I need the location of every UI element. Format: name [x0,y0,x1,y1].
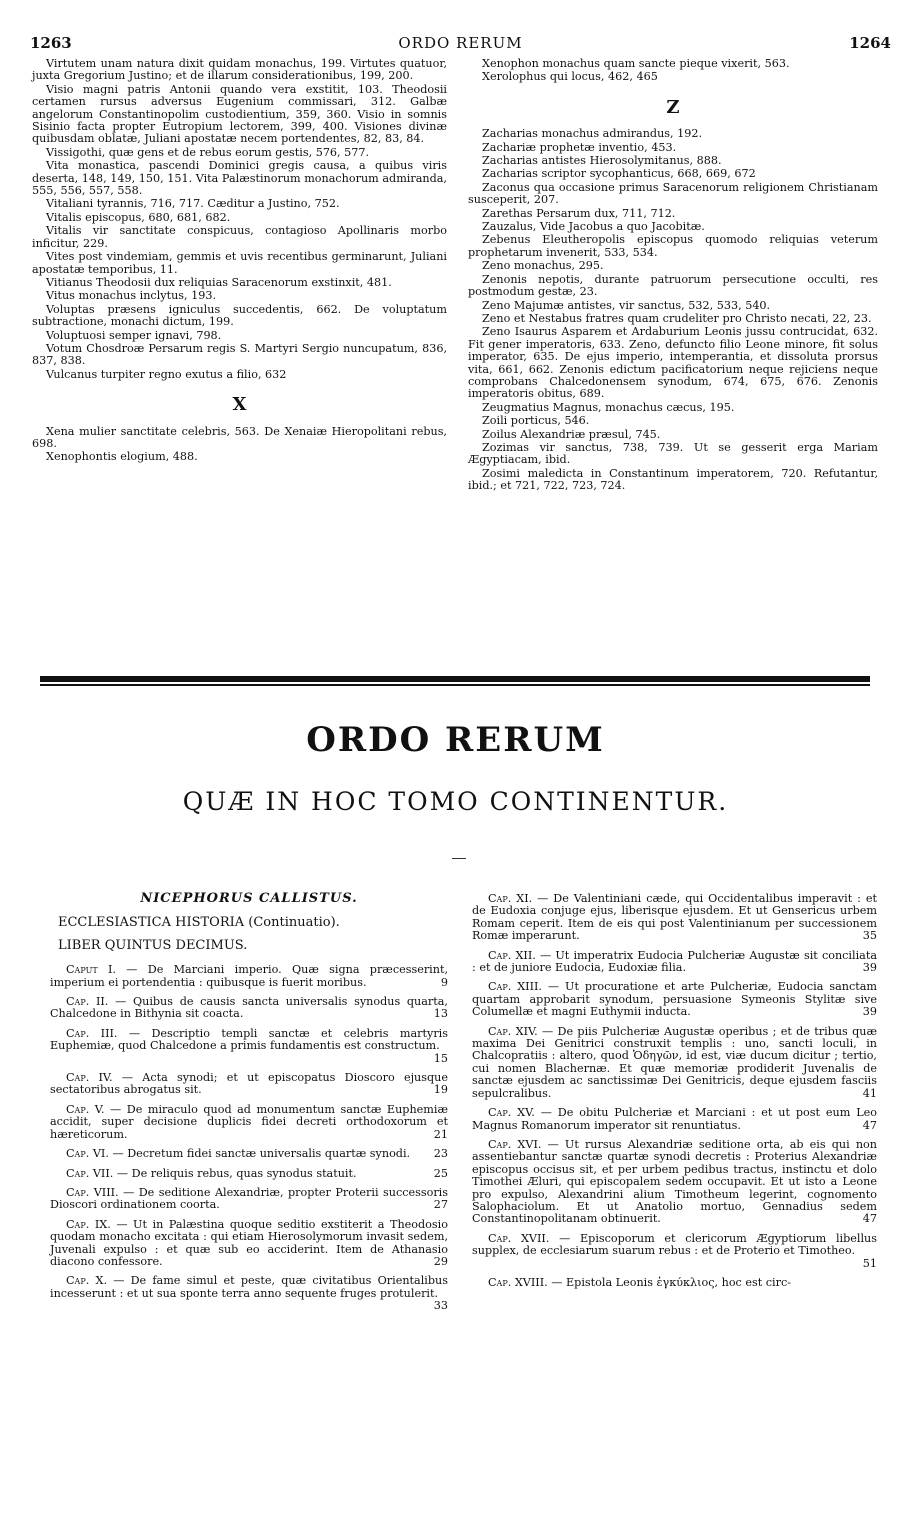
chapter-number: Cap. X. [66,1274,114,1288]
chapter-number: Cap. XIII. [488,980,548,994]
page-reference: 51 [862,1256,877,1270]
index-entry: Voluptas præsens igniculus succedentis, 662. De voluptatum subtractione, monachi dictum, 199. [32,302,447,329]
chapter-number: Cap. XIV. [488,1024,542,1038]
index-entry: Zeugmatius Magnus, monachus cæcus, 195. [482,400,735,414]
toc-entry [50,1219,448,1269]
toc-entry [472,950,877,975]
index-entry: Visio magni patris Antonii quando vera exstitit, 103. Theodosii certamen rursus adversus Eugenium commissari, 312. Galbæ angelorum Constantinopolim custodientium, 359, 360. Visio in somnis Sisinio facta propter Eutropium lectorem, 399, 400. Visiones divinæ quibusdam oblatæ, Juliani apostatæ necem portendentes, 82, 83, 84. [32,82,447,146]
chapter-summary: — Ut imperatrix Eudocia Pulcheriæ Augustæ sit conciliata : et de juniore Eudocia, Eudoxiæ filia. [472,948,877,975]
index-entry: Zoilus Alexandriæ præsul, 745. [482,427,661,441]
chapter-number: Cap. XVIII. [488,1275,552,1289]
index-entry: Zeno Isaurus Asparem et Ardaburium Leonis jussu contrucidat, 632. Fit gener imperatoris, 633. Zeno, defuncto filio Leone minore, fit solus imperator, 635. De ejus imperio, intemperantia, et dissoluta prorsus vita, 661, 662. Zenonis edictum pacificatorium neque rejiciens neque comprobans Chalcedonensem synodum, 674, 675, 676. Zenonis imperatoris obitus, 689. [468,325,878,401]
toc-entry [50,1275,448,1312]
page-reference: 21 [433,1127,448,1141]
index-entry: Xenophontis elogium, 488. [46,450,198,464]
index-entry: Zauzalus, Vide Jacobus a quo Jacobitæ. [482,220,705,234]
index-entry: Zoili porticus, 546. [482,414,590,428]
page-reference: 13 [433,1007,448,1021]
page-number-right: 1264 [849,34,891,52]
page-reference: 47 [862,1118,877,1132]
page-reference: 29 [433,1254,448,1268]
index-entry: Voluptuosi semper ignavi, 798. [46,328,222,342]
index-column-right [468,58,878,494]
chapter-number: Cap. VI. [66,1147,113,1161]
toc-entry [50,1148,448,1160]
index-entry: Zeno et Nestabus fratres quam crudeliter pro Christo necati, 22, 23. [482,311,872,325]
toc-entry [472,1026,877,1100]
ornament-dash [452,858,466,859]
chapter-number: Cap. IV. [66,1071,122,1085]
page-reference: 27 [433,1198,448,1212]
chapter-summary: — Ut rursus Alexandriæ seditione orta, ab eis qui non assentiebantur sanctæ quartæ synodi decretis : Proterius Alexandriæ episcopus occisus sit, et per urbem pedibus tractus, instinctu et dolo Timothei Æluri, qui episcopalem sedem occupavit. Et ut isto a Leone pro expulso, Alexandrini alium Timotheum legerint, cognomento Salophaciolum. Et ut Anatolio mortuo, Gennadius sedem Constantinopolitanam obtinuerit. [472,1137,877,1226]
main-title: ORDO RERUM [306,720,605,760]
chapter-summary: — De Valentiniani cæde, qui Occidentalibus imperavit : et de Eudoxia conjuge ejus, liberisque ejusdem. Et ut Gensericus urbem Romam ceperit. Item de eis qui post Valentinianum per successionem Romæ imperarunt. [472,892,877,943]
index-entry: Zacharias monachus admirandus, 192. [482,127,703,141]
index-entry: Zenonis nepotis, durante patruorum persecutione occulti, res postmodum gestæ, 23. [468,272,878,299]
sub-title: QUÆ IN HOC TOMO CONTINENTUR. [182,787,729,816]
index-entry: Zosimi maledicta in Constantinum imperatorem, 720. Refutantur, ibid.; et 721, 722, 723, 724. [468,466,878,493]
chapter-number: Cap. XV. [488,1106,541,1120]
index-entry: Zarethas Persarum dux, 711, 712. [482,206,676,220]
page-reference: 41 [862,1086,877,1100]
chapter-summary: — De seditione Alexandriæ, propter Proterii successoris Dioscori ordinationem coorta. [50,1185,448,1212]
chapter-summary: — De fame simul et peste, quæ civitatibus Orientalibus incesserunt : et ut sua sponte terra anno sequente fruges protulerit. [50,1274,448,1300]
index-entry: Vitianus Theodosii dux reliquias Saracenorum exstinxit, 481. [46,275,392,289]
chapter-summary: — Episcoporum et clericorum Ægyptiorum libellus supplex, de ecclesiarum suarum rebus : et de Proterio et Timotheo. [472,1231,877,1258]
index-entry: Zacharias antistes Hierosolymitanus, 888. [482,154,722,168]
chapter-summary: — Descriptio templi sanctæ et celebris martyris Euphemiæ, quod Chalcedone a primis fundamentis est constructum. [50,1026,448,1053]
toc-entry [472,1277,877,1289]
chapter-number: Cap. IX. [66,1217,117,1231]
index-entry: Xenophon monachus quam sancte pieque vixerit, 563. [482,57,790,70]
toc-entry [50,964,448,989]
page-reference: 39 [862,961,877,975]
toc-entry [472,1233,877,1270]
chapter-summary: — De reliquis rebus, quas synodus statuit. [116,1166,357,1180]
index-entry: Virtutem unam natura dixit quidam monachus, 199. Virtutes quatuor, juxta Gregorium Justino; et de illarum considerationibus, 199, 200. [32,57,447,83]
toc-entry [472,1139,877,1226]
page-reference: 19 [433,1083,448,1097]
section-divider-thin [40,684,870,686]
page-reference: 9 [440,975,448,989]
index-entry: Vitalis vir sanctitate conspicuus, contagioso Apollinaris morbo inficitur, 229. [32,224,447,250]
index-entry: Vissigothi, quæ gens et de rebus eorum gestis, 576, 577. [46,145,370,159]
index-entry: Vita monastica, pascendi Dominici gregis causa, a quibus viris deserta, 148, 149, 150, 151. Vita Palæstinorum monachorum admiranda, 555, 556, 557, 558. [32,159,447,198]
chapter-number: Cap. II. [66,995,116,1009]
chapter-number: Cap. XI. [488,892,538,905]
chapter-summary: — Acta synodi; et ut episcopatus Dioscoro ejusque sectatoribus abrogatus sit. [50,1071,448,1097]
chapter-summary: — Ut procuratione et arte Pulcheriæ, Eudocia sanctam quartam approbarit synodum, persuasione Symeonis Stylitæ sive Columellæ et magni Euthymii inducta. [472,980,877,1019]
index-entry: Zeno monachus, 295. [482,259,604,273]
page-reference: 23 [433,1147,448,1161]
page-reference: 47 [862,1212,877,1226]
toc-work-title: ECCLESIASTICA HISTORIA (Continuatio). [58,915,340,931]
letter-heading-z: Z [666,96,680,118]
chapter-summary: — De piis Pulcheriæ Augustæ operibus ; et de tribus quæ maxima Dei Genitrici construxit templis : uno, sancti loculi, in Chalcopratiis : altero, quod Ὁδηγῶν, id est, viæ ducum dicitur ; tertio, cui nomen Blachernæ. Et quæ memoriæ prodiderit Juvenalis de sanctæ ejusdem ac sanctissimæ Dei Genitricis, deque ejusdem fasciis sepulcralibus. [472,1024,877,1100]
index-entry: Zozimas vir sanctus, 738, 739. Ut se gesserit erga Mariam Ægyptiacam, ibid. [468,440,878,467]
toc-column-left [50,893,448,1320]
index-entry: Vitaliani tyrannis, 716, 717. Cæditur a Justino, 752. [46,197,340,211]
chapter-number: Caput I. [66,963,127,977]
index-entry: Zeno Majumæ antistes, vir sanctus, 532, 533, 540. [482,298,771,312]
chapter-number: Cap. XVII. [488,1231,560,1245]
index-entry: Votum Chosdroæ Persarum regis S. Martyri Sergio nuncupatum, 836, 837, 838. [32,341,447,368]
page-reference: 33 [433,1299,448,1313]
toc-entry [50,996,448,1021]
toc-entry [50,1168,448,1180]
page-reference: 25 [433,1166,448,1180]
toc-entry [50,1187,448,1212]
chapter-number: Cap. VIII. [66,1185,124,1199]
toc-entry [50,1104,448,1141]
toc-entry [472,981,877,1018]
toc-entry [50,1072,448,1097]
toc-entry [472,893,877,943]
letter-heading-x: X [232,394,247,416]
index-entry: Vites post vindemiam, gemmis et uvis recentibus germinarunt, Juliani apostatæ temporibus, 11. [32,250,447,276]
toc-entry [472,1107,877,1132]
chapter-number: Cap. V. [66,1102,111,1116]
chapter-summary: — Decretum fidei sanctæ universalis quartæ synodi. [112,1147,411,1161]
page-number-left: 1263 [30,34,72,52]
index-entry: Xerolophus qui locus, 462, 465 [482,70,658,84]
chapter-summary: — De obitu Pulcheriæ et Marciani : et ut post eum Leo Magnus Romanorum imperator sit renuntiatus. [472,1106,877,1132]
chapter-summary: — Ut in Palæstina quoque seditio exstiterit a Theodosio quodam monacho excitata : qui etiam Hierosolymorum invasit sedem, Juvenali expulso : et quæ sub eo acciderint. Item de Athanasio diacono confessore. [50,1217,448,1268]
chapter-summary: — Quibus de causis sancta universalis synodus quarta, Chalcedone in Bithynia sit coacta. [50,995,448,1021]
chapter-number: Cap. VII. [66,1166,117,1180]
index-entry: Vitalis episcopus, 680, 681, 682. [46,210,231,224]
chapter-number: Cap. III. [66,1026,129,1040]
index-entry: Zebenus Eleutheropolis episcopus quomodo reliquias veterum prophetarum invenerit, 533, 534. [468,233,878,259]
page-reference: 15 [433,1051,448,1065]
chapter-number: Cap. XVI. [488,1137,548,1151]
index-entry: Zaconus qua occasione primus Saracenorum religionem Christianam susceperit, 207. [468,180,878,207]
chapter-number: Cap. XII. [488,948,540,962]
toc-entry [50,1028,448,1065]
index-entry: Vitus monachus inclytus, 193. [46,289,217,303]
toc-book-title: LIBER QUINTUS DECIMUS. [58,937,248,953]
page-reference: 39 [862,1005,877,1019]
page-reference: 35 [862,929,877,943]
index-entry: Vulcanus turpiter regno exutus a filio, 632 [46,367,287,381]
index-entry: Zachariæ prophetæ inventio, 453. [482,140,677,154]
section-divider-thick [40,676,870,682]
toc-column-right [472,893,877,1296]
chapter-summary: — De Marciani imperio. Quæ signa præcesserint, imperium ei portendentia : quibusque is fuerit moribus. [50,963,448,989]
index-entry: Zacharias scriptor sycophanticus, 668, 669, 672 [482,167,756,181]
page-header [30,34,891,58]
toc-author: NICEPHORUS CALLISTUS. [140,891,358,906]
running-title: ORDO RERUM [398,34,523,52]
index-column-left [32,58,447,465]
chapter-summary: — De miraculo quod ad monumentum sanctæ Euphemiæ accidit, super decisione duplicis fidei decreti orthodoxorum et hæreticorum. [50,1102,448,1141]
chapter-summary: — Epistola Leonis ἐγκύκλιος, hoc est circ- [551,1275,792,1289]
index-entry: Xena mulier sanctitate celebris, 563. De Xenaiæ Hieropolitani rebus, 698. [32,424,447,450]
